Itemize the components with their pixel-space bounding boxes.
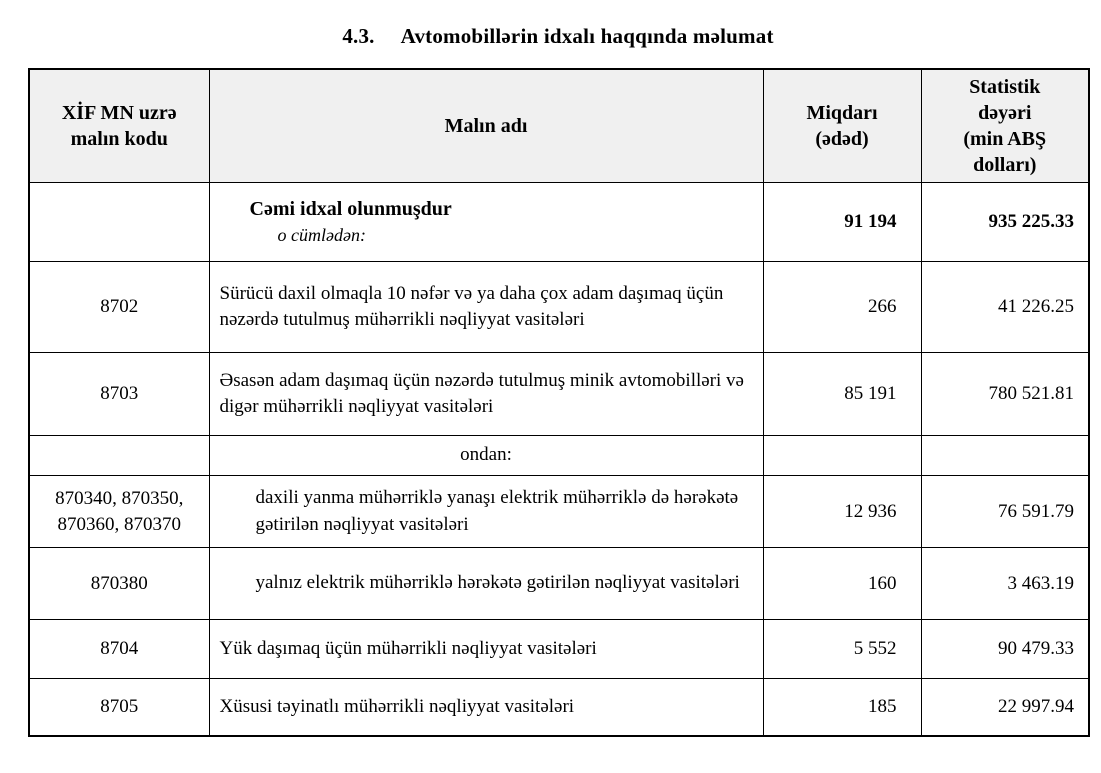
table-row-8704 <box>29 620 1089 679</box>
header-row <box>29 69 1089 183</box>
cell-qty: 160 <box>763 548 921 620</box>
col-header-code <box>29 69 209 183</box>
col-header-name <box>209 69 763 183</box>
title-section-number: 4.3. <box>342 24 375 48</box>
col-header-qty <box>763 69 921 183</box>
cell-value: 22 997.94 <box>921 679 1089 736</box>
cell-code <box>29 183 209 262</box>
cell-code <box>29 436 209 476</box>
cell-code: 8702 <box>29 262 209 353</box>
cell-value: 76 591.79 <box>921 476 1089 548</box>
page-title <box>28 24 1088 49</box>
cell-code: 870380 <box>29 548 209 620</box>
cell-qty: 5 552 <box>763 620 921 679</box>
cell-qty: 185 <box>763 679 921 736</box>
cell-qty: 12 936 <box>763 476 921 548</box>
table-row-870340-870370 <box>29 476 1089 548</box>
col-header-qty-line1: Miqdarı <box>806 102 878 124</box>
table-row-total <box>29 183 1089 262</box>
cell-name: Yük daşımaq üçün mühərrikli nəqliyyat vasitələri <box>209 620 763 679</box>
total-sublabel: o cümlədən: <box>277 225 366 246</box>
cell-name: ondan: <box>209 436 763 476</box>
cell-qty: 266 <box>763 262 921 353</box>
cell-value: 3 463.19 <box>921 548 1089 620</box>
cell-qty <box>763 436 921 476</box>
table-row-870380 <box>29 548 1089 620</box>
cell-qty: 85 191 <box>763 353 921 436</box>
cell-code: 8704 <box>29 620 209 679</box>
col-header-value-line2: dəyəri <box>978 102 1032 124</box>
total-label: Cəmi idxal olunmuşdur <box>249 197 452 220</box>
cell-code: 870340, 870350, 870360, 870370 <box>29 476 209 548</box>
col-header-qty-line2: (ədəd) <box>815 128 869 150</box>
imports-table <box>28 68 1090 737</box>
table-row-ondan <box>29 436 1089 476</box>
cell-name: Sürücü daxil olmaqla 10 nəfər və ya daha çox adam daşımaq üçün nəzərdə tutulmuş mühərrikli nəqliyyat vasitələri <box>209 262 763 353</box>
cell-name: Əsasən adam daşımaq üçün nəzərdə tutulmuş minik avtomobilləri və digər mühərrikli nəqliyyat vasitələri <box>209 353 763 436</box>
cell-value: 41 226.25 <box>921 262 1089 353</box>
col-header-name-line1: Malın adı <box>444 115 528 137</box>
table-row-8703 <box>29 353 1089 436</box>
cell-name: Xüsusi təyinatlı mühərrikli nəqliyyat vasitələri <box>209 679 763 736</box>
cell-value: 935 225.33 <box>921 183 1089 262</box>
col-header-value-line3: (min ABŞ <box>963 128 1047 150</box>
cell-code: 8705 <box>29 679 209 736</box>
cell-qty: 91 194 <box>763 183 921 262</box>
title-text: Avtomobillərin idxalı haqqında məlumat <box>400 24 774 48</box>
col-header-code-line1: XİF MN uzrə <box>61 102 177 124</box>
table-row-8705 <box>29 679 1089 736</box>
table-row-8702 <box>29 262 1089 353</box>
cell-name <box>209 183 763 262</box>
col-header-value-line4: dolları) <box>973 154 1037 176</box>
cell-name: daxili yanma mühərriklə yanaşı elektrik mühərriklə də hərəkətə gətirilən nəqliyyat vasitələri <box>209 476 763 548</box>
col-header-value-line1: Statistik <box>969 76 1041 98</box>
cell-value: 90 479.33 <box>921 620 1089 679</box>
cell-code: 8703 <box>29 353 209 436</box>
col-header-code-line2: malın kodu <box>70 128 168 150</box>
col-header-value <box>921 69 1089 183</box>
cell-value: 780 521.81 <box>921 353 1089 436</box>
cell-value <box>921 436 1089 476</box>
cell-name: yalnız elektrik mühərriklə hərəkətə gətirilən nəqliyyat vasitələri <box>209 548 763 620</box>
